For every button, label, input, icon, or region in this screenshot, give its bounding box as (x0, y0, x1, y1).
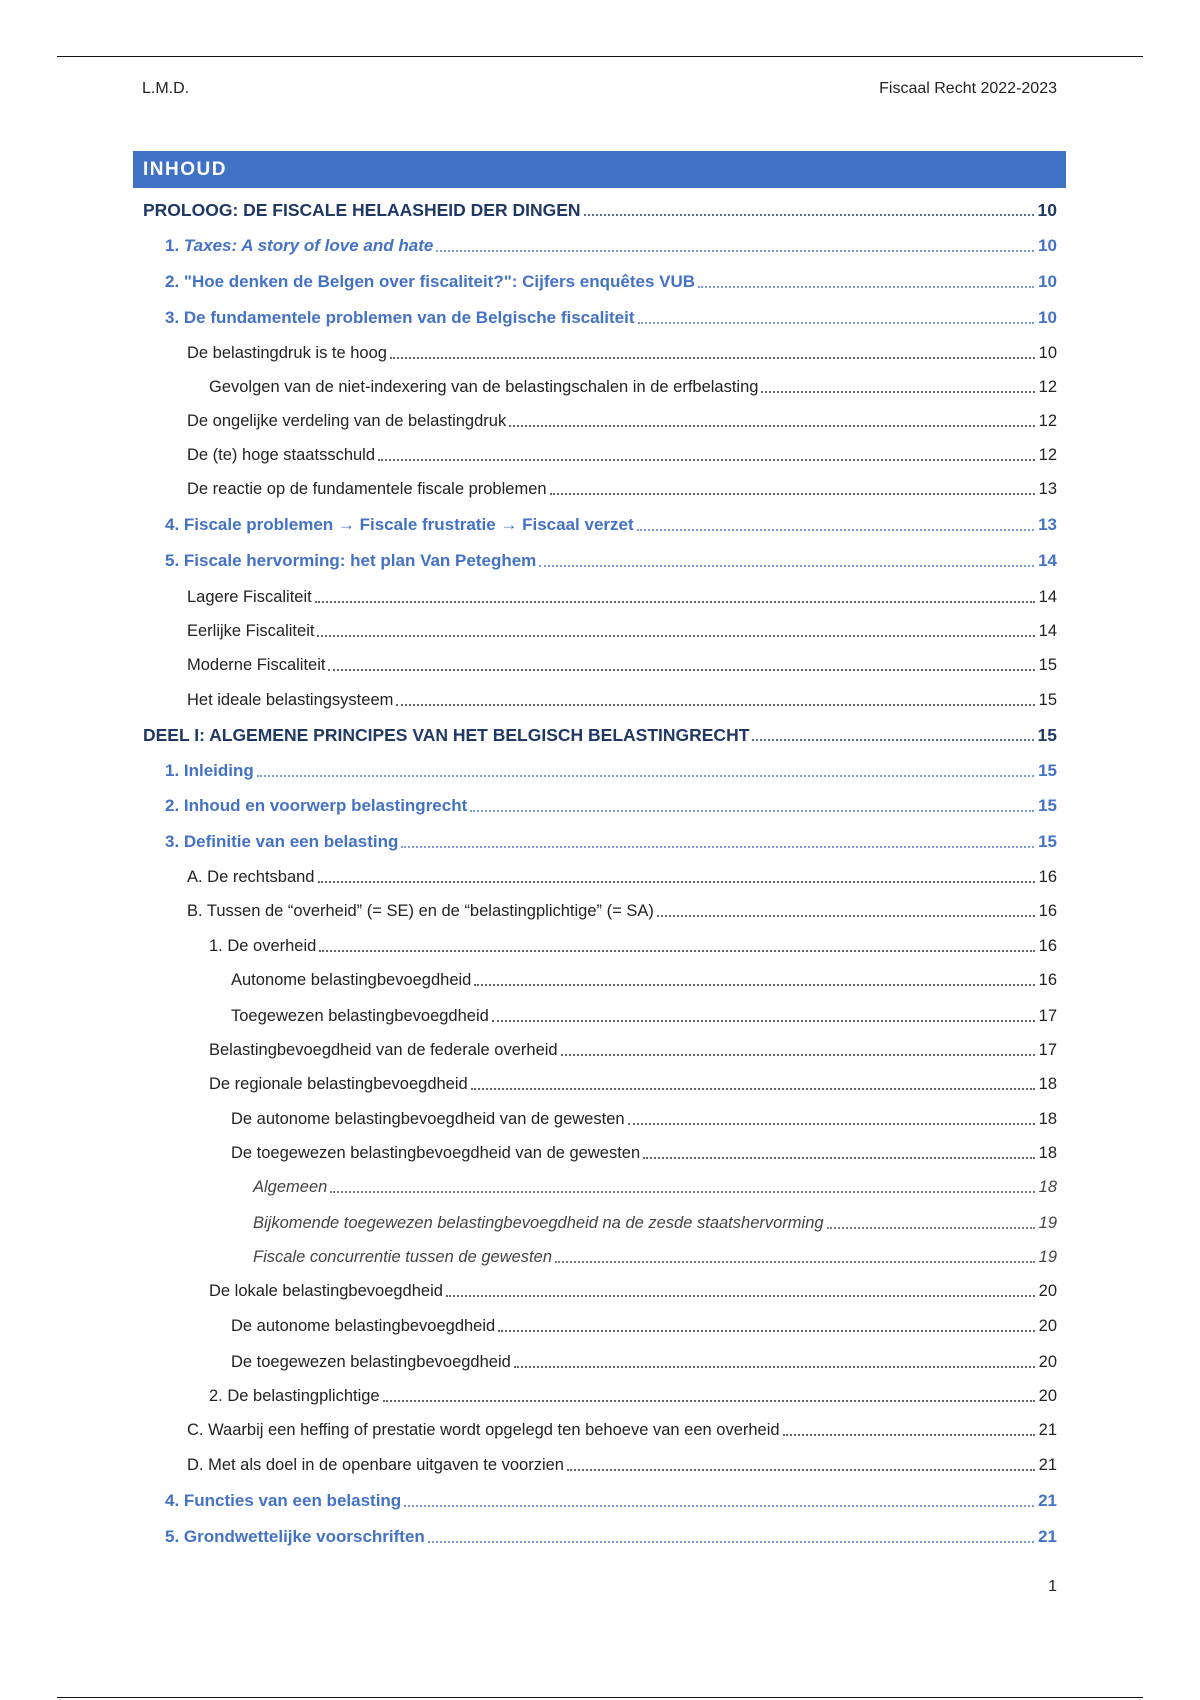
toc-leader-dots (584, 213, 1034, 216)
toc-entry-page: 21 (1038, 1491, 1057, 1510)
toc-leader-dots (567, 1468, 1035, 1471)
toc-entry[interactable] (143, 721, 1057, 745)
toc-entry-title: Algemeen (253, 1178, 328, 1196)
toc-entry-page: 20 (1038, 1353, 1057, 1371)
toc-entry-title: Belastingbevoegdheid van de federale overheid (209, 1041, 558, 1059)
toc-leader-dots (328, 668, 1034, 671)
toc-leader-dots (436, 249, 1034, 252)
toc-entry-page: 13 (1038, 480, 1057, 498)
toc-entry-page: 16 (1038, 902, 1057, 920)
toc-leader-dots (318, 880, 1035, 883)
toc-leader-dots (396, 703, 1034, 706)
toc-leader-dots (783, 1433, 1035, 1436)
toc-leader-dots (643, 1156, 1035, 1159)
toc-entry-page: 15 (1037, 725, 1057, 745)
toc-entry-page: 21 (1038, 1456, 1057, 1474)
toc-entry-title: 2. De belastingplichtige (209, 1387, 380, 1405)
toc-entry-page: 14 (1038, 551, 1057, 570)
toc-entry[interactable] (187, 651, 1057, 675)
toc-leader-dots (401, 845, 1034, 848)
toc-entry-title: C. Waarbij een heffing of prestatie wordt opgelegd ten behoeve van een overheid (187, 1421, 780, 1439)
toc-leader-dots (471, 1087, 1035, 1090)
toc-entry[interactable] (209, 373, 1057, 397)
toc-entry[interactable] (187, 1451, 1057, 1475)
toc-entry-title: A. De rechtsband (187, 868, 315, 886)
toc-entry[interactable] (165, 232, 1057, 256)
toc-leader-dots (404, 1504, 1034, 1507)
toc-leader-dots (514, 1365, 1035, 1368)
toc-entry[interactable] (253, 1209, 1057, 1233)
toc-entry-title: De autonome belastingbevoegdheid van de gewesten (231, 1110, 625, 1128)
toc-entry-page: 18 (1038, 1110, 1057, 1128)
toc-entry-title: De (te) hoge staatsschuld (187, 446, 376, 464)
toc-entry-page: 19 (1038, 1214, 1057, 1232)
toc-entry-page: 20 (1038, 1387, 1057, 1405)
toc-entry[interactable] (209, 1036, 1057, 1060)
toc-entry[interactable] (165, 511, 1057, 535)
toc-leader-dots (628, 1122, 1035, 1125)
toc-entry-title: De autonome belastingbevoegdheid (231, 1317, 496, 1335)
toc-entry[interactable] (187, 686, 1057, 710)
toc-entry[interactable] (253, 1243, 1057, 1267)
toc-entry-page: 12 (1038, 378, 1057, 396)
toc-entry-page: 12 (1038, 412, 1057, 430)
header-course: Fiscaal Recht 2022-2023 (879, 80, 1057, 97)
toc-entry-title: 4. Functies van een belasting (165, 1491, 402, 1510)
toc-entry-page: 15 (1038, 832, 1057, 851)
toc-entry[interactable] (165, 268, 1057, 292)
toc-entry-title: 3. De fundamentele problemen van de Belgische fiscaliteit (165, 308, 635, 327)
toc-entry[interactable] (187, 407, 1057, 431)
toc-entry-title: 5. Fiscale hervorming: het plan Van Peteghem (165, 551, 537, 570)
toc-entry-title: De belastingdruk is te hoog (187, 344, 387, 362)
toc-entry-title: 3. Definitie van een belasting (165, 832, 399, 851)
toc-entry[interactable] (187, 583, 1057, 607)
toc-entry-page: 14 (1038, 622, 1057, 640)
toc-entry[interactable] (165, 828, 1057, 852)
toc-entry[interactable] (231, 1139, 1057, 1163)
toc-entry-page: 10 (1037, 200, 1057, 220)
toc-leader-dots (561, 1053, 1035, 1056)
toc-entry[interactable] (187, 339, 1057, 363)
toc-entry-title: D. Met als doel in de openbare uitgaven te voorzien (187, 1456, 564, 1474)
toc-leader-dots (428, 1540, 1034, 1543)
toc-leader-dots (509, 424, 1034, 427)
toc-entry[interactable] (209, 1277, 1057, 1301)
toc-leader-dots (550, 492, 1035, 495)
toc-entry-page: 10 (1038, 272, 1057, 291)
toc-entry[interactable] (143, 196, 1057, 220)
toc-entry[interactable] (165, 1487, 1057, 1511)
toc-leader-dots (319, 949, 1034, 952)
toc-entry-page: 12 (1038, 446, 1057, 464)
toc-leader-dots (539, 564, 1034, 567)
toc-entry-title: 2. "Hoe denken de Belgen over fiscaliteit?": Cijfers enquêtes VUB (165, 272, 696, 291)
toc-entry-title: B. Tussen de “overheid” (= SE) en de “belastingplichtige” (= SA) (187, 902, 654, 920)
toc-entry-title: De toegewezen belastingbevoegdheid (231, 1353, 511, 1371)
toc-entry-title: Het ideale belastingsysteem (187, 691, 394, 709)
toc-entry[interactable] (187, 1416, 1057, 1440)
toc-entry-title: Eerlijke Fiscaliteit (187, 622, 315, 640)
toc-leader-dots (474, 983, 1034, 986)
toc-entry[interactable] (187, 475, 1057, 499)
toc-leader-dots (657, 914, 1035, 917)
toc-entry[interactable] (165, 1523, 1057, 1547)
toc-entry[interactable] (165, 792, 1057, 816)
toc-leader-dots (330, 1190, 1034, 1193)
toc-entry-page: 18 (1038, 1144, 1057, 1162)
toc-entry[interactable] (187, 863, 1057, 887)
toc-entry[interactable] (231, 1002, 1057, 1026)
toc-entry-title: De ongelijke verdeling van de belastingdruk (187, 412, 507, 430)
toc-entry-title: Toegewezen belastingbevoegdheid (231, 1007, 489, 1025)
toc-entry[interactable] (253, 1173, 1057, 1197)
toc-entry-title: De toegewezen belastingbevoegdheid van de gewesten (231, 1144, 641, 1162)
toc-entry-page: 20 (1038, 1317, 1057, 1335)
toc-entry-title: 1. Inleiding (165, 761, 254, 780)
toc-entry[interactable] (231, 1105, 1057, 1129)
toc-entry-title: 1. Taxes: A story of love and hate (165, 236, 434, 255)
toc-entry[interactable] (187, 441, 1057, 465)
toc-entry-title: De regionale belastingbevoegdheid (209, 1075, 468, 1093)
toc-entry-title: Moderne Fiscaliteit (187, 656, 326, 674)
toc-entry-page: 20 (1038, 1282, 1057, 1300)
toc-leader-dots (555, 1260, 1035, 1263)
toc-entry-page: 10 (1038, 308, 1057, 327)
toc-leader-dots (257, 774, 1034, 777)
toc-entry[interactable] (209, 1382, 1057, 1406)
toc-entry-page: 15 (1038, 796, 1057, 815)
toc-entry-page: 17 (1038, 1007, 1057, 1025)
toc-leader-dots (498, 1329, 1034, 1332)
toc-entry-page: 16 (1038, 868, 1057, 886)
toc-entry-title: Lagere Fiscaliteit (187, 588, 312, 606)
toc-entry-title: 4. Fiscale problemen → Fiscale frustratie → Fiscaal verzet (165, 515, 634, 534)
toc-leader-dots (470, 809, 1034, 812)
header-author: L.M.D. (142, 80, 190, 97)
toc-entry-title: De lokale belastingbevoegdheid (209, 1282, 443, 1300)
toc-leader-dots (378, 458, 1035, 461)
toc-title: INHOUD (133, 151, 1066, 188)
toc-entry-page: 15 (1038, 691, 1057, 709)
toc-entry-page: 17 (1038, 1041, 1057, 1059)
toc-leader-dots (317, 634, 1034, 637)
toc-leader-dots (827, 1226, 1035, 1229)
toc-entry[interactable] (209, 932, 1057, 956)
toc-entry[interactable] (231, 966, 1057, 990)
toc-entry-title: 5. Grondwettelijke voorschriften (165, 1527, 425, 1546)
toc-leader-dots (638, 321, 1035, 324)
toc-entry-title: 1. De overheid (209, 937, 317, 955)
toc-leader-dots (637, 528, 1034, 531)
toc-entry[interactable] (165, 547, 1057, 571)
toc-entry[interactable] (165, 304, 1057, 328)
toc-entry-title: Bijkomende toegewezen belastingbevoegdheid na de zesde staatshervorming (253, 1214, 824, 1232)
toc-entry-page: 14 (1038, 588, 1057, 606)
toc-entry-title: Autonome belastingbevoegdheid (231, 971, 472, 989)
toc-entry-page: 15 (1038, 761, 1057, 780)
toc-entry-page: 18 (1038, 1178, 1057, 1196)
page-number: 1 (1048, 1578, 1057, 1595)
top-rule (57, 56, 1143, 57)
bottom-rule (57, 1697, 1143, 1698)
toc-entry-page: 21 (1038, 1527, 1057, 1546)
toc-entry-page: 10 (1038, 236, 1057, 255)
toc-entry-page: 18 (1038, 1075, 1057, 1093)
toc-entry-title: 2. Inhoud en voorwerp belastingrecht (165, 796, 468, 815)
toc-leader-dots (698, 285, 1034, 288)
toc-leader-dots (390, 356, 1035, 359)
toc-leader-dots (383, 1399, 1035, 1402)
toc-entry-title: PROLOOG: DE FISCALE HELAASHEID DER DINGEN (143, 200, 581, 220)
toc-leader-dots (761, 390, 1034, 393)
toc-entry[interactable] (231, 1348, 1057, 1372)
toc-entry[interactable] (165, 757, 1057, 781)
toc-entry-title: De reactie op de fundamentele fiscale problemen (187, 480, 547, 498)
toc-entry-title: DEEL I: ALGEMENE PRINCIPES VAN HET BELGISCH BELASTINGRECHT (143, 725, 750, 745)
toc-leader-dots (492, 1019, 1035, 1022)
toc-leader-dots (315, 600, 1035, 603)
toc-entry-page: 21 (1038, 1421, 1057, 1439)
toc-entry[interactable] (209, 1070, 1057, 1094)
toc-entry-page: 10 (1038, 344, 1057, 362)
toc-leader-dots (446, 1294, 1035, 1297)
toc-entry-title: Gevolgen van de niet-indexering van de belastingschalen in de erfbelasting (209, 378, 759, 396)
toc-entry-page: 16 (1038, 937, 1057, 955)
toc-entry-page: 19 (1038, 1248, 1057, 1266)
toc-entry-page: 13 (1038, 515, 1057, 534)
toc-entry-title: Fiscale concurrentie tussen de gewesten (253, 1248, 552, 1266)
toc-leader-dots (752, 738, 1033, 741)
toc-entry-page: 15 (1038, 656, 1057, 674)
toc-entry-page: 16 (1038, 971, 1057, 989)
toc-entry[interactable] (187, 897, 1057, 921)
toc-entry[interactable] (231, 1312, 1057, 1336)
toc-entry[interactable] (187, 617, 1057, 641)
